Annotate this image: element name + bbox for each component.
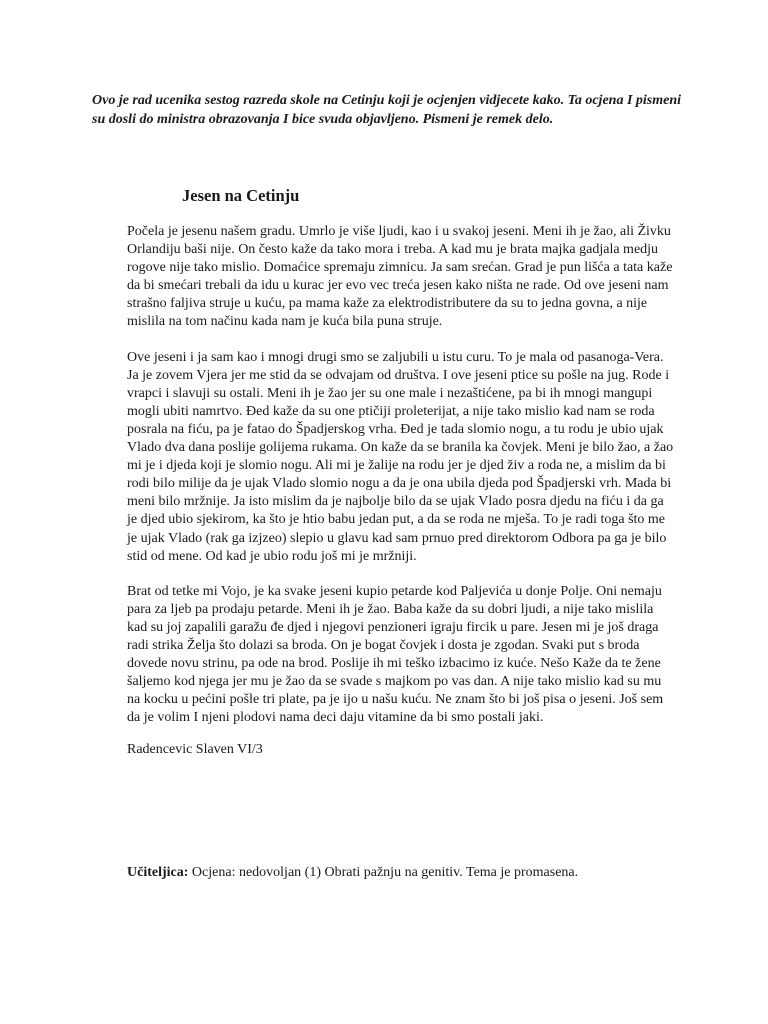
teacher-label: Učiteljica: [127, 865, 189, 880]
essay-title: Jesen na Cetinju [182, 186, 300, 205]
essay-paragraph: Brat od tetke mi Vojo, je ka svake jeseni kupio petarde kod Paljevića u donje Polje. Oni nemaju para za ljeb pa prodaju petarde. Meni ih je žao. Baba kaže da su dobri ljudi, a nije tako mislila kad su joj zapalili garažu đe djed i njegovi penzioneri igraju fircik u pare. Jesen mi je još draga radi strika Željа što dolazi sa broda. On je bogat čovjek i dosta je zgodan. Svaki put s broda dovede novu strinu, pa ode na brod. Poslije ih mi teško izbacimo iz kuće. Nešo Kaže da te žene šaljemo kod njega jer mu je žao da se svade s majkom po vas dan. A nije tako mislio kad su mu na kocku u pećini pošle tri plate, pa je ijo u našu kuću. Ne znam što bi još pisa o jeseni. Još sem da je volim I njeni plodovi nama deci daju vitamine da bi smo postali jaki. [127, 583, 664, 726]
teacher-comment [127, 864, 578, 882]
essay-paragraph: Počela je jesenu našem gradu. Umrlo je više ljudi, kao i u svakoj jeseni. Meni ih je žao, ali Živku Orlandiju baši nije. On često kaže da tako mora i treba. A kad mu je brata majka gadjala medju rogove nije tako mislio. Domaćice spremaju zimnicu. Ja sam srećan. Grad je pun lišća a tata kaže da bi smećari trebali da idu u kurac jer evo vec treća jesen kako ništa ne rade. Od ove jeseni nam strašno faljiva struje u kuću, pa mama kaže za elektrodistributere da su to jedna govna, a nije mislila na tom načinu kada nam je kuća bila puna struje. [127, 224, 673, 330]
essay-body [127, 223, 677, 759]
intro-note: Ovo je rad ucenika sestog razreda skole na Cetinju koji je ocjenjen vidjecete kako. Ta ocjena I pismeni su dosli do ministra obrazovanja I bice svuda objavljeno. Pismeni je remek delo. [92, 93, 682, 127]
essay-paragraph: Ove jeseni i ja sam kao i mnogi drugi smo se zaljubili u istu curu. To je mala od pasanoga-Vera. Ja je zovem Vjera jer me stid da se odvajam od društva. I ove jeseni ptice su pošle na jug. Rode i vrapci i slavuji su ostali. Meni ih je žao jer su one male i nezaštićene, pa bi ih mnogi mangupi mogli ubiti namrtvo. Đed kaže da su one ptičiji proleterijat, a nije tako mislio kad nam se roda posrala na fiću, pa je fatao do Špadjerskog vrha. Đed je tada slomio nogu, a tu rodu je ubio ujak Vlado dva dana poslije golijema rukama. On kaže da se branila ka čovjek. Meni je bilo žao, a žao mi je i djeda koji je slomio nogu. Ali mi je žalije na rodu jer je djed živ a roda ne, a mislim da bi rodi bilo milije da je ujak Vlado slomio nogu a da je ona ubila djeda pod Špadjerski vrh. Mada bi meni bilo mržnije. Ja isto mislim da je najbolje bilo da se ujak Vlado posra djedu na fiću i da ga je djed ubio sjekirom, ka što je htio babu jedan put, a da se roda ne mješa. To je radi toga što me je ujak Vlado (rak ga izjzeo) slepio u glavu kad sam prnuo pred direktorom Odbora pa ga je bilo stid od mene. Od kad je ubio rodu još mi je mržniji. [127, 349, 674, 564]
teacher-grade-text: Ocjena: nedovoljan (1) Obrati pažnju na genitiv. Tema je promasena. [188, 865, 579, 880]
student-signature: Radencevic Slaven VI/3 [127, 742, 263, 758]
